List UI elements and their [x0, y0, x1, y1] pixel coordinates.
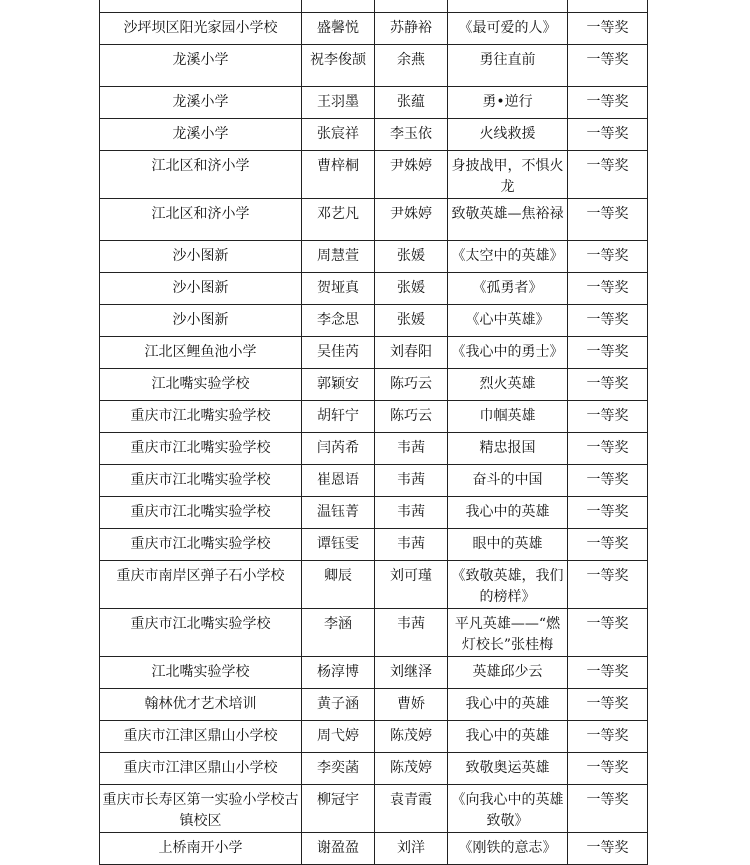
- school-cell: 沙坪坝区阳光家园小学校: [100, 13, 302, 45]
- school-cell: 重庆市江北嘴实验学校: [100, 401, 302, 433]
- title-cell: 精忠报国: [448, 433, 568, 465]
- teacher-cell: [375, 0, 448, 13]
- teacher-cell: 张媛: [375, 305, 448, 337]
- student-cell: 张宸祥: [302, 119, 375, 151]
- student-cell: 李涵: [302, 609, 375, 657]
- award-cell: 一等奖: [568, 199, 648, 241]
- student-cell: 邓艺凡: [302, 199, 375, 241]
- award-cell: 一等奖: [568, 337, 648, 369]
- award-cell: 一等奖: [568, 833, 648, 865]
- title-cell: 《最可爱的人》: [448, 13, 568, 45]
- award-cell: 一等奖: [568, 241, 648, 273]
- award-cell: 一等奖: [568, 273, 648, 305]
- school-cell: 重庆市江北嘴实验学校: [100, 433, 302, 465]
- teacher-cell: 韦茜: [375, 433, 448, 465]
- title-cell: 英雄邱少云: [448, 657, 568, 689]
- teacher-cell: 刘继泽: [375, 657, 448, 689]
- title-cell: 《孤勇者》: [448, 273, 568, 305]
- table-row: [100, 305, 648, 337]
- school-cell: 重庆市江北嘴实验学校: [100, 497, 302, 529]
- school-cell: 江北区和济小学: [100, 199, 302, 241]
- school-cell: 沙小图新: [100, 241, 302, 273]
- school-cell: 重庆市长寿区第一实验小学校古镇校区: [100, 785, 302, 833]
- teacher-cell: 曹娇: [375, 689, 448, 721]
- table-row: [100, 401, 648, 433]
- student-cell: 温钰菁: [302, 497, 375, 529]
- award-cell: 一等奖: [568, 785, 648, 833]
- teacher-cell: 李玉依: [375, 119, 448, 151]
- award-cell: 一等奖: [568, 561, 648, 609]
- student-cell: 王羽墨: [302, 87, 375, 119]
- table-row: [100, 241, 648, 273]
- title-cell: 致敬英雄—焦裕禄: [448, 199, 568, 241]
- student-cell: 祝李俊颉: [302, 45, 375, 87]
- title-cell: 《心中英雄》: [448, 305, 568, 337]
- title-cell: 《向我心中的英雄致敬》: [448, 785, 568, 833]
- table-row: [100, 369, 648, 401]
- award-cell: 一等奖: [568, 753, 648, 785]
- school-cell: 江北区鲤鱼池小学: [100, 337, 302, 369]
- title-cell: 平凡英雄——“燃灯校长”张桂梅: [448, 609, 568, 657]
- title-cell: 火线救援: [448, 119, 568, 151]
- school-cell: 重庆市江津区鼎山小学校: [100, 721, 302, 753]
- teacher-cell: 刘洋: [375, 833, 448, 865]
- award-cell: 一等奖: [568, 87, 648, 119]
- school-cell: 重庆市南岸区弹子石小学校: [100, 561, 302, 609]
- table-row: [100, 785, 648, 833]
- teacher-cell: 尹姝婷: [375, 199, 448, 241]
- school-cell: 重庆市江北嘴实验学校: [100, 465, 302, 497]
- title-cell: 烈火英雄: [448, 369, 568, 401]
- award-cell: 一等奖: [568, 369, 648, 401]
- student-cell: 郭颖安: [302, 369, 375, 401]
- teacher-cell: 陈巧云: [375, 401, 448, 433]
- student-cell: 李奕菡: [302, 753, 375, 785]
- award-cell: 一等奖: [568, 433, 648, 465]
- teacher-cell: 韦茜: [375, 497, 448, 529]
- award-cell: 一等奖: [568, 45, 648, 87]
- teacher-cell: 韦茜: [375, 465, 448, 497]
- school-cell: 江北嘴实验学校: [100, 657, 302, 689]
- teacher-cell: 刘春阳: [375, 337, 448, 369]
- table-row: [100, 833, 648, 865]
- student-cell: 盛馨悦: [302, 13, 375, 45]
- title-cell: 我心中的英雄: [448, 497, 568, 529]
- table-row: [100, 609, 648, 657]
- teacher-cell: 张蕴: [375, 87, 448, 119]
- student-cell: 曹梓桐: [302, 151, 375, 199]
- table-row: [100, 119, 648, 151]
- school-cell: 江北区和济小学: [100, 151, 302, 199]
- table-row: [100, 657, 648, 689]
- school-cell: 龙溪小学: [100, 87, 302, 119]
- award-cell: 一等奖: [568, 657, 648, 689]
- award-cell: 一等奖: [568, 119, 648, 151]
- teacher-cell: 张媛: [375, 273, 448, 305]
- school-cell: 重庆市江津区鼎山小学校: [100, 753, 302, 785]
- award-cell: 一等奖: [568, 689, 648, 721]
- table-row: [100, 561, 648, 609]
- title-cell: 《致敬英雄，我们的榜样》: [448, 561, 568, 609]
- table-row: [100, 689, 648, 721]
- student-cell: 胡轩宁: [302, 401, 375, 433]
- teacher-cell: 袁青霞: [375, 785, 448, 833]
- teacher-cell: 陈茂婷: [375, 753, 448, 785]
- teacher-cell: 韦茜: [375, 609, 448, 657]
- table-row: [100, 13, 648, 45]
- student-cell: 卿辰: [302, 561, 375, 609]
- award-cell: 一等奖: [568, 13, 648, 45]
- student-cell: 崔恩语: [302, 465, 375, 497]
- teacher-cell: 张媛: [375, 241, 448, 273]
- teacher-cell: 陈茂婷: [375, 721, 448, 753]
- table-row: [100, 45, 648, 87]
- award-cell: 一等奖: [568, 151, 648, 199]
- school-cell: 重庆市江北嘴实验学校: [100, 529, 302, 561]
- student-cell: 周慧萱: [302, 241, 375, 273]
- student-cell: 黄子涵: [302, 689, 375, 721]
- student-cell: [302, 0, 375, 13]
- student-cell: 闫芮希: [302, 433, 375, 465]
- title-cell: 勇•逆行: [448, 87, 568, 119]
- table-row: [100, 721, 648, 753]
- award-cell: 一等奖: [568, 529, 648, 561]
- title-cell: 我心中的英雄: [448, 689, 568, 721]
- school-cell: 龙溪小学: [100, 45, 302, 87]
- award-cell: [568, 0, 648, 13]
- teacher-cell: 刘可瑾: [375, 561, 448, 609]
- title-cell: 勇往直前: [448, 45, 568, 87]
- award-cell: 一等奖: [568, 465, 648, 497]
- table-row: [100, 753, 648, 785]
- school-cell: 上桥南开小学: [100, 833, 302, 865]
- teacher-cell: 尹姝婷: [375, 151, 448, 199]
- school-cell: 龙溪小学: [100, 119, 302, 151]
- teacher-cell: 韦茜: [375, 529, 448, 561]
- title-cell: 奋斗的中国: [448, 465, 568, 497]
- teacher-cell: 苏静裕: [375, 13, 448, 45]
- school-cell: 沙小图新: [100, 305, 302, 337]
- student-cell: 谭钰雯: [302, 529, 375, 561]
- school-cell: 沙小图新: [100, 273, 302, 305]
- school-cell: 翰林优才艺术培训: [100, 689, 302, 721]
- title-cell: 致敬奥运英雄: [448, 753, 568, 785]
- teacher-cell: 余燕: [375, 45, 448, 87]
- award-cell: 一等奖: [568, 401, 648, 433]
- table-row: [100, 433, 648, 465]
- school-cell: [100, 0, 302, 13]
- title-cell: 巾帼英雄: [448, 401, 568, 433]
- title-cell: 《我心中的勇士》: [448, 337, 568, 369]
- title-cell: 我心中的英雄: [448, 721, 568, 753]
- student-cell: 杨淳博: [302, 657, 375, 689]
- table-row: [100, 465, 648, 497]
- student-cell: 柳冠宇: [302, 785, 375, 833]
- title-cell: 眼中的英雄: [448, 529, 568, 561]
- table-row: [100, 151, 648, 199]
- table-row: [100, 87, 648, 119]
- school-cell: 重庆市江北嘴实验学校: [100, 609, 302, 657]
- award-cell: 一等奖: [568, 305, 648, 337]
- award-cell: 一等奖: [568, 497, 648, 529]
- award-table: [99, 0, 648, 865]
- table-row: [100, 337, 648, 369]
- student-cell: 吴佳芮: [302, 337, 375, 369]
- award-table-body: [100, 0, 648, 865]
- title-cell: 《刚铁的意志》: [448, 833, 568, 865]
- table-row: [100, 199, 648, 241]
- student-cell: 贺垭真: [302, 273, 375, 305]
- student-cell: 谢盈盈: [302, 833, 375, 865]
- award-cell: 一等奖: [568, 609, 648, 657]
- student-cell: 李念思: [302, 305, 375, 337]
- table-row: [100, 497, 648, 529]
- table-row: [100, 0, 648, 13]
- title-cell: [448, 0, 568, 13]
- table-row: [100, 273, 648, 305]
- teacher-cell: 陈巧云: [375, 369, 448, 401]
- school-cell: 江北嘴实验学校: [100, 369, 302, 401]
- table-row: [100, 529, 648, 561]
- student-cell: 周弋婷: [302, 721, 375, 753]
- title-cell: 《太空中的英雄》: [448, 241, 568, 273]
- award-cell: 一等奖: [568, 721, 648, 753]
- title-cell: 身披战甲，不惧火龙: [448, 151, 568, 199]
